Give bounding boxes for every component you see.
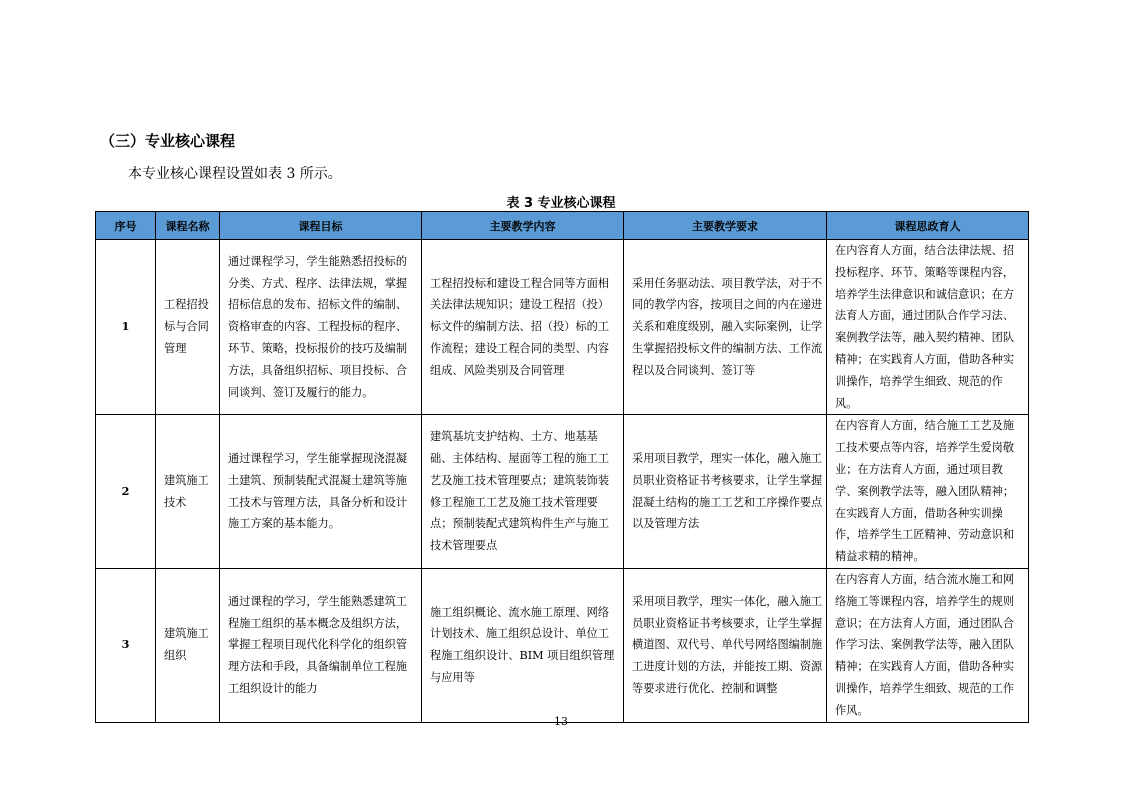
teaching-content: 工程招投标和建设工程合同等方面相关法律法规知识；建设工程招（投）标文件的编制方法、招（投）标的工作流程；建设工程合同的类型、内容组成、风险类别及合同管理 [422,240,624,415]
page-number: 13 [554,715,568,728]
section-heading: （三）专业核心课程 [100,132,236,150]
table-caption: 表 3 专业核心课程 [506,196,616,211]
course-name: 建筑施工技术 [156,415,220,569]
header-ideological-education: 课程思政育人 [827,212,1029,240]
teaching-content: 建筑基坑支护结构、土方、地基基础、主体结构、屋面等工程的施工工艺及施工技术管理要点；建筑装饰装修工程施工工艺及施工技术管理要点；预制装配式建筑构件生产与施工技术管理要点 [422,415,624,569]
row-number: 1 [96,240,156,415]
ideological-education: 在内容育人方面，结合法律法规、招投标程序、环节、策略等课程内容，培养学生法律意识和诚信意识；在方法育人方面，通过团队合作学习法、案例教学法等，融入契约精神、团队精神；在实践育人方面，借助各种实训操作，培养学生细致、规范的作风。 [827,240,1029,415]
teaching-requirements: 采用项目教学，理实一体化，融入施工员职业资格证书考核要求，让学生掌握横道图、双代号、单代号网络图编制施工进度计划的方法，并能按工期、资源等要求进行优化、控制和调整 [624,568,827,722]
course-name: 工程招投标与合同管理 [156,240,220,415]
teaching-content: 施工组织概论、流水施工原理、网络计划技术、施工组织总设计、单位工程施工组织设计、BIM 项目组织管理与应用等 [422,568,624,722]
header-course-name: 课程名称 [156,212,220,240]
teaching-requirements: 采用项目教学，理实一体化，融入施工员职业资格证书考核要求，让学生掌握混凝土结构的施工工艺和工序操作要点以及管理方法 [624,415,827,569]
table-header-row [96,212,1029,240]
course-name: 建筑施工组织 [156,568,220,722]
course-goal: 通过课程的学习，学生能熟悉建筑工程施工组织的基本概念及组织方法，掌握工程项目现代化科学化的组织管理方法和手段，具备编制单位工程施工组织设计的能力 [220,568,422,722]
ideological-education: 在内容育人方面，结合施工工艺及施工技术要点等内容，培养学生爱岗敬业；在方法育人方面，通过项目教学、案例教学法等，融入团队精神；在实践育人方面，借助各种实训操作，培养学生工匠精神、劳动意识和精益求精的精神。 [827,415,1029,569]
teaching-requirements: 采用任务驱动法、项目教学法，对于不同的教学内容，按项目之间的内在递进关系和难度级别，融入实际案例，让学生掌握招投标文件的编制方法、工作流程以及合同谈判、签订等 [624,240,827,415]
header-teaching-requirements: 主要教学要求 [624,212,827,240]
header-course-goal: 课程目标 [220,212,422,240]
table-row [96,240,1029,415]
core-courses-table [95,211,1029,723]
course-goal: 通过课程学习，学生能掌握现浇混凝土建筑、预制装配式混凝土建筑等施工技术与管理方法，具备分析和设计施工方案的基本能力。 [220,415,422,569]
course-goal: 通过课程学习，学生能熟悉招投标的分类、方式、程序、法律法规，掌握招标信息的发布、招标文件的编制、资格审查的内容、工程投标的程序、环节、策略，投标报价的技巧及编制方法，具备组织招标、项目投标、合同谈判、签订及履行的能力。 [220,240,422,415]
header-num: 序号 [96,212,156,240]
table-row [96,568,1029,722]
header-teaching-content: 主要教学内容 [422,212,624,240]
row-number: 2 [96,415,156,569]
ideological-education: 在内容育人方面，结合流水施工和网络施工等课程内容，培养学生的规则意识；在方法育人方面，通过团队合作学习法、案例教学法等，融入团队精神；在实践育人方面，借助各种实训操作，培养学生细致、规范的工作作风。 [827,568,1029,722]
intro-paragraph: 本专业核心课程设置如表 3 所示。 [128,166,342,182]
row-number: 3 [96,568,156,722]
table-row [96,415,1029,569]
